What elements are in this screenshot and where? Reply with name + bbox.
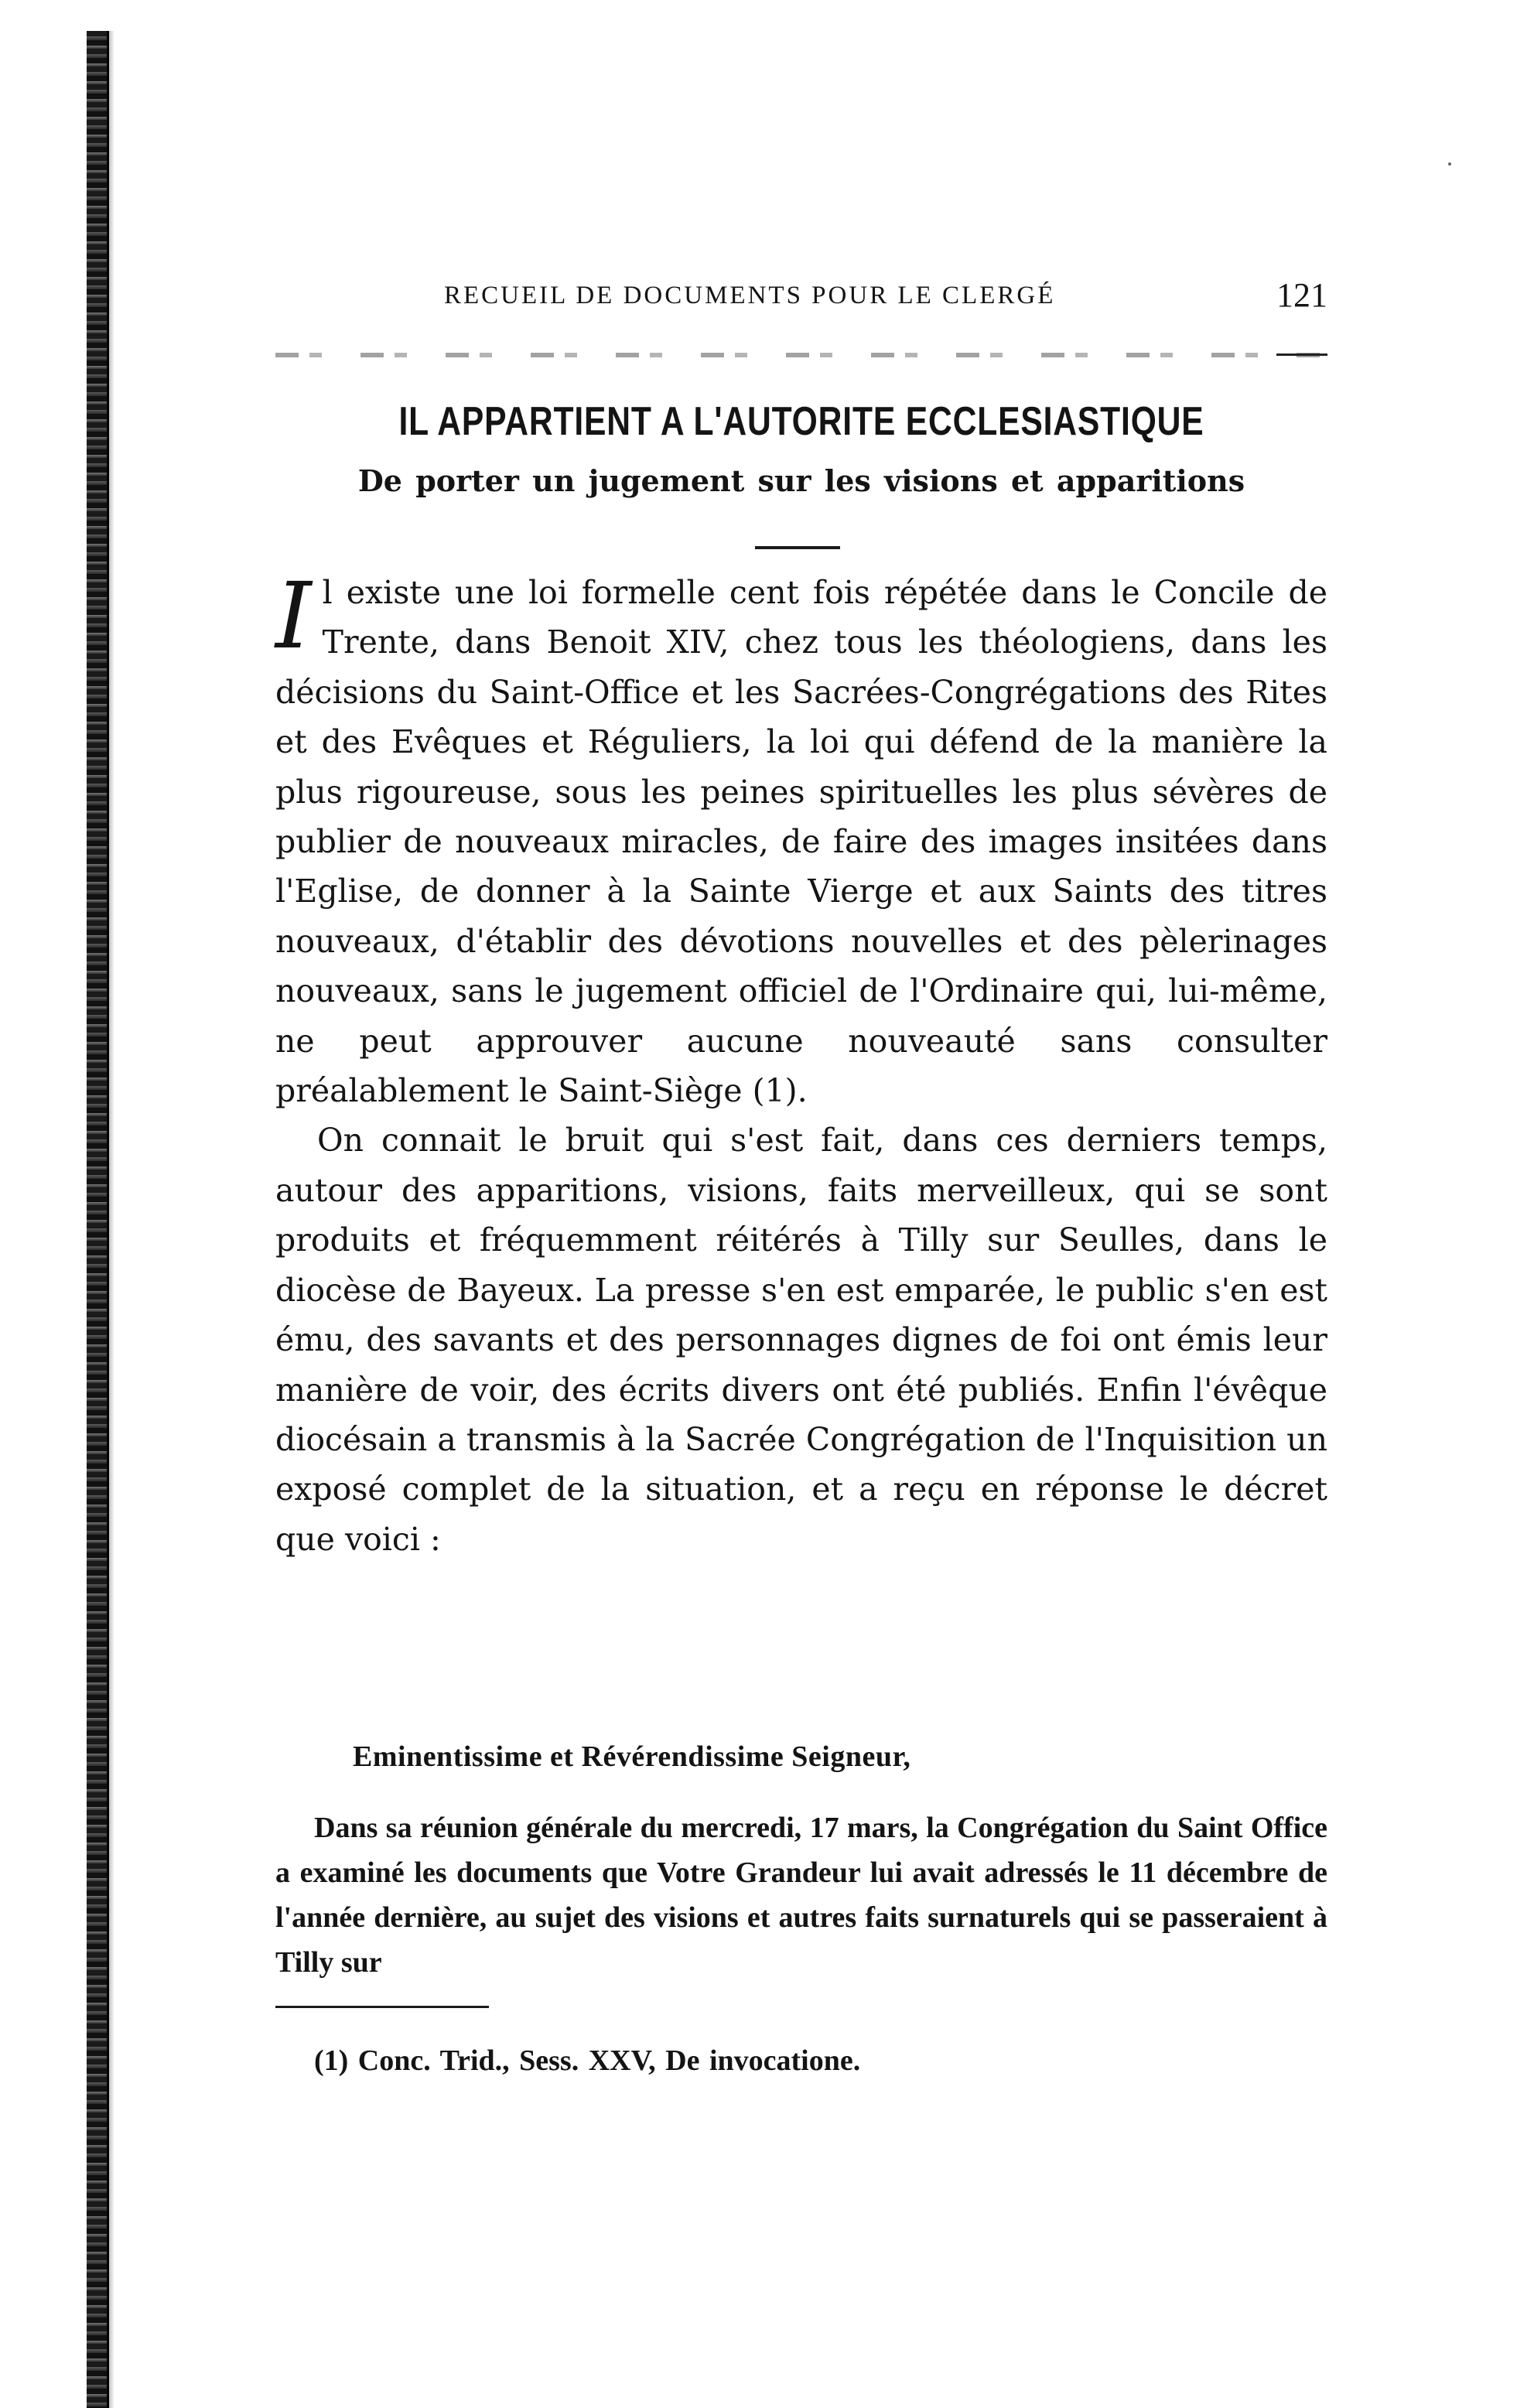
- article-body: [275, 562, 1327, 1564]
- running-head-title: RECUEIL DE DOCUMENTS POUR LE CLERGÉ: [444, 282, 1056, 309]
- binding-shadow: [107, 31, 114, 2408]
- letter-salutation: Eminentissime et Révérendissime Seigneur,: [353, 1740, 911, 1773]
- running-head: [275, 272, 1327, 319]
- footnote: (1) Conc. Trid., Sess. XXV, De invocatione.: [314, 2044, 861, 2077]
- footnote-rule: [275, 2006, 489, 2008]
- paragraph-1-text: l existe une loi formelle cent fois répétée dans le Concile de Trente, dans Benoit XIV, chez tous les théologiens, dans les décisions du Saint-Office et les Sacrées-Congrégations des Rites et des Evêques et Réguliers, la loi qui défend de la manière la plus rigoureuse, sous les peines spirituelles les plus sévères de publier de nouveaux miracles, de faire des images insitées dans l'Eglise, de donner à la Sainte Vierge et aux Saints des titres nouveaux, d'établir des dévotions nouvelles et des pèlerinages nouveaux, sans le jugement officiel de l'Ordinaire qui, lui-même, ne peut approuver aucune nouveauté sans consulter préalablement le Saint-Siège (1).: [275, 574, 1327, 1110]
- running-head-rule-end: [1276, 354, 1327, 356]
- title-divider: [755, 546, 840, 549]
- running-head-rule: [275, 353, 1327, 357]
- paragraph-2: On connait le bruit qui s'est fait, dans ces derniers temps, autour des apparitions, visions, faits merveilleux, qui se sont produits et fréquemment réitérés à Tilly sur Seulles, dans le diocèse de Bayeux. La presse s'en est emparée, le public s'en est ému, des savants et des personnages dignes de foi ont émis leur manière de voir, des écrits divers ont été publiés. Enfin l'évêque diocésain a transmis à la Sacrée Congrégation de l'Inquisition un exposé complet de la situation, et a reçu en réponse le décret que voici :: [275, 1122, 1327, 1558]
- scan-speck: [1448, 162, 1451, 166]
- article-title: IL APPARTIENT A L'AUTORITE ECCLESIASTIQUE: [398, 399, 1204, 444]
- decree-letter: [275, 1734, 1327, 1985]
- article-subtitle: De porter un jugement sur les visions et apparitions: [357, 463, 1245, 498]
- paragraph-1: [275, 562, 1327, 1115]
- page-number: 121: [1276, 276, 1327, 314]
- letter-body: Dans sa réunion générale du mercredi, 17 mars, la Congrégation du Saint Office a examiné les documents que Votre Grandeur lui avait adressés le 11 décembre de l'année dernière, au sujet des visions et autres faits surnaturels qui se passeraient à Tilly sur: [275, 1812, 1327, 1979]
- scan-binding-edge: [87, 31, 109, 2408]
- drop-cap: I: [275, 562, 312, 669]
